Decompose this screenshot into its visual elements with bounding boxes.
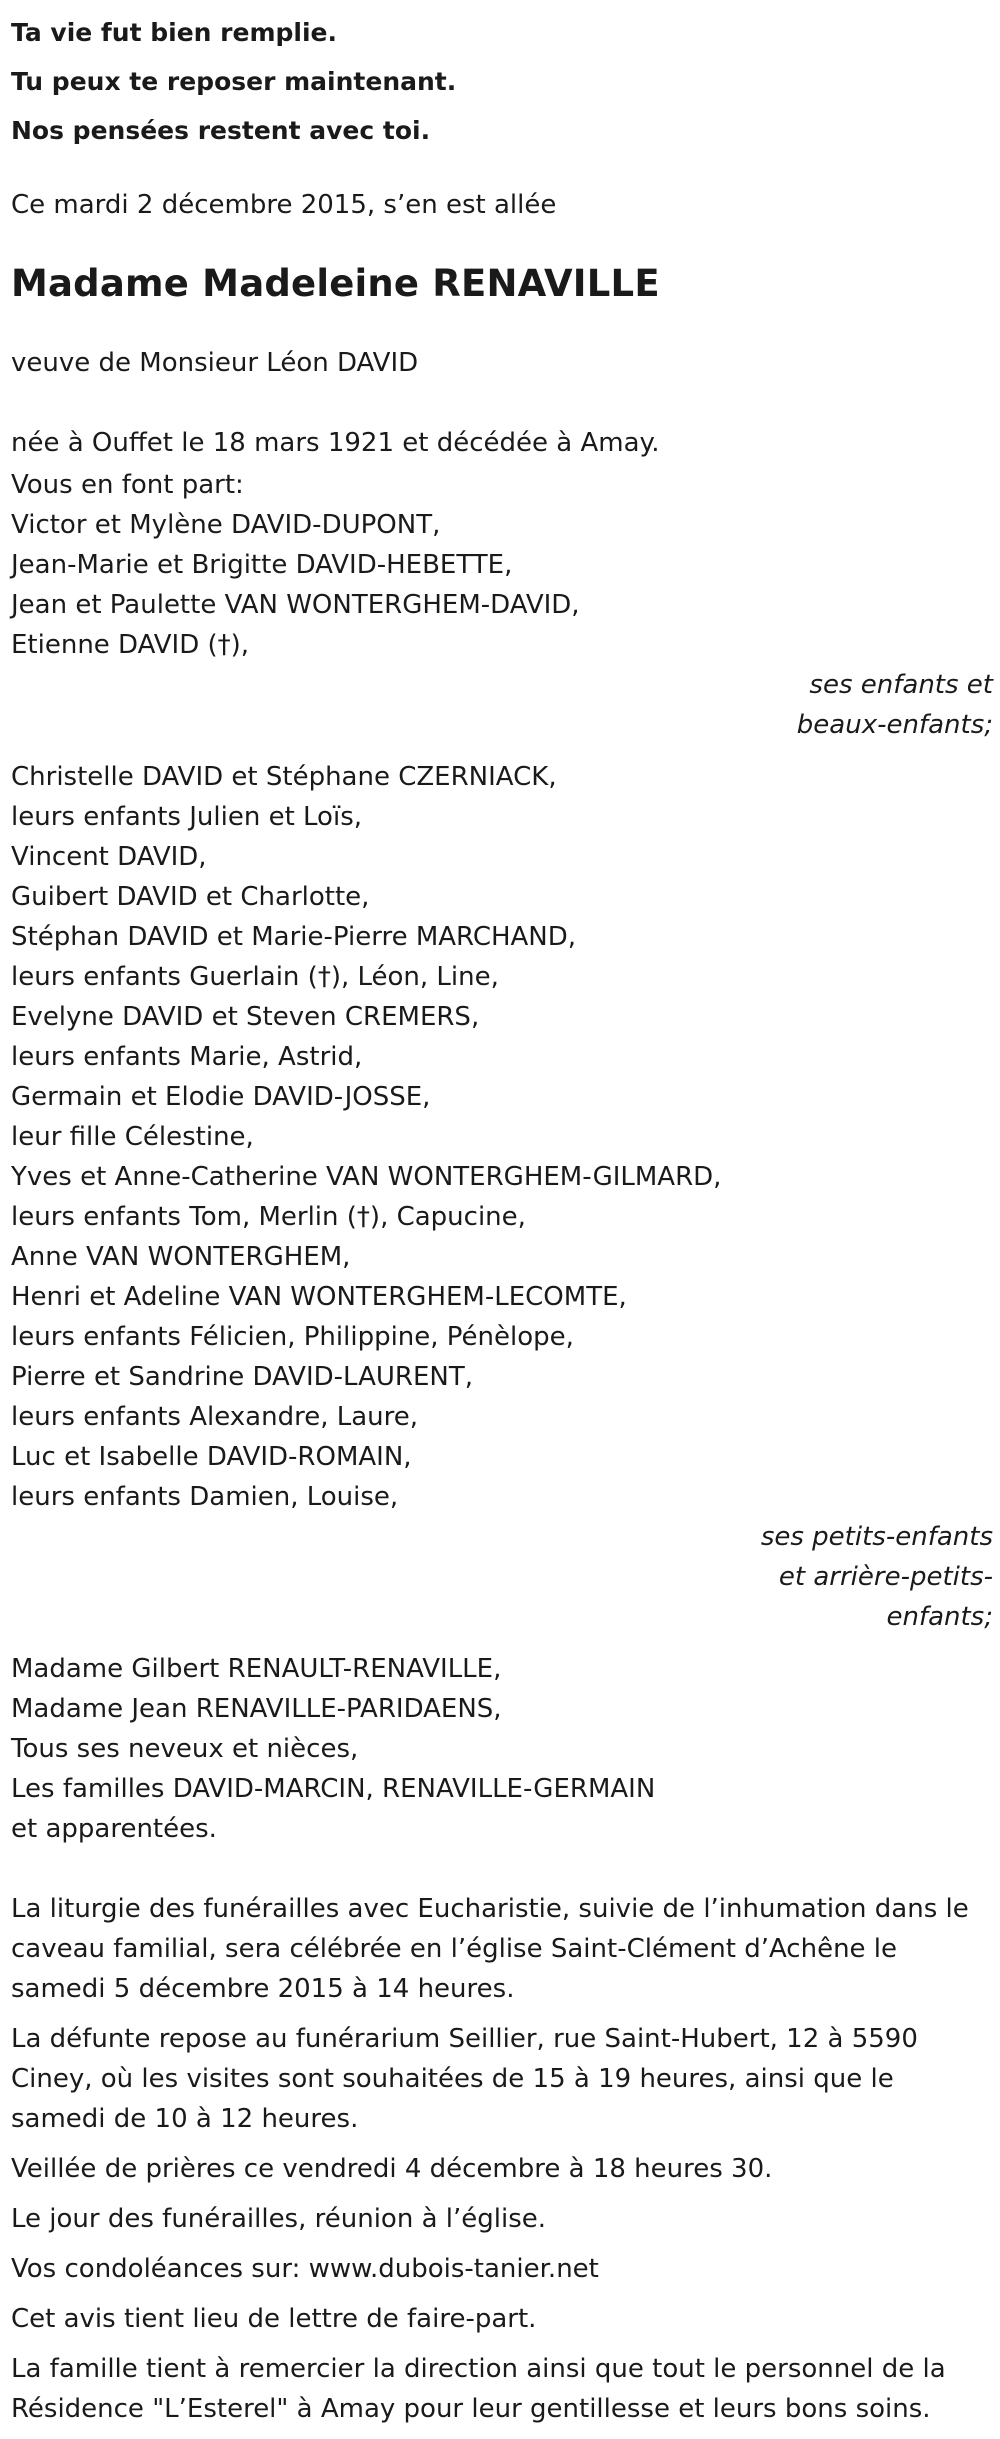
condolences-paragraph: Vos condoléances sur: www.dubois-tanier.net [11, 2254, 599, 2284]
list-item: leurs enfants Guerlain (†), Léon, Line, [11, 962, 499, 992]
birth-death-text: née à Ouffet le 18 mars 1921 et décédée à Amay. [11, 428, 660, 458]
children-list [11, 505, 996, 665]
intro-text: Ce mardi 2 décembre 2015, s’en est allée [11, 190, 557, 220]
announcers-title: Vous en font part: [11, 470, 244, 500]
notice-paragraph: Cet avis tient lieu de lettre de faire-part. [11, 2304, 537, 2334]
relation-line: ses enfants et [809, 670, 993, 700]
quote-line: Ta vie fut bien remplie. [11, 18, 338, 47]
relation-line: enfants; [886, 1602, 993, 1632]
relation-line: beaux-enfants; [796, 710, 993, 740]
list-item: Victor et Mylène DAVID-DUPONT, [11, 510, 441, 540]
list-item: leur fille Célestine, [11, 1122, 254, 1152]
grandchildren-relation [11, 1517, 993, 1637]
funeral-details [11, 1889, 996, 2429]
list-item: leurs enfants Julien et Loïs, [11, 802, 362, 832]
list-item: Madame Jean RENAVILLE-PARIDAENS, [11, 1694, 502, 1724]
list-item: Evelyne DAVID et Steven CREMERS, [11, 1002, 480, 1032]
list-item: Luc et Isabelle DAVID-ROMAIN, [11, 1442, 412, 1472]
relation-line: et arrière-petits- [778, 1562, 993, 1592]
list-item: Guibert DAVID et Charlotte, [11, 882, 370, 912]
rest-location-paragraph: La défunte repose au funérarium Seillier, rue Saint-Hubert, 12 à 5590 Ciney, où les visites sont souhaitées de 15 à 19 heures, ainsi que le samedi de 10 à 12 heures. [11, 2024, 918, 2134]
list-item: leurs enfants Damien, Louise, [11, 1482, 399, 1512]
quote-line: Tu peux te reposer maintenant. [11, 67, 457, 96]
list-item: Yves et Anne-Catherine VAN WONTERGHEM-GILMARD, [11, 1162, 722, 1192]
list-item: Vincent DAVID, [11, 842, 207, 872]
list-item: Anne VAN WONTERGHEM, [11, 1242, 351, 1272]
quote-line: Nos pensées restent avec toi. [11, 116, 431, 145]
list-item: Jean-Marie et Brigitte DAVID-HEBETTE, [11, 550, 513, 580]
list-item: leurs enfants Félicien, Philippine, Pénèlope, [11, 1322, 574, 1352]
widow-of-text: veuve de Monsieur Léon DAVID [11, 348, 419, 378]
list-item: et apparentées. [11, 1814, 217, 1844]
list-item: Madame Gilbert RENAULT-RENAVILLE, [11, 1654, 502, 1684]
list-item: Christelle DAVID et Stéphane CZERNIACK, [11, 762, 557, 792]
list-item: Etienne DAVID (†), [11, 630, 250, 660]
list-item: Henri et Adeline VAN WONTERGHEM-LECOMTE, [11, 1282, 627, 1312]
death-notice [11, 8, 996, 2439]
list-item: Germain et Elodie DAVID-JOSSE, [11, 1082, 431, 1112]
list-item: leurs enfants Marie, Astrid, [11, 1042, 363, 1072]
relation-line: ses petits-enfants [760, 1522, 993, 1552]
children-relation [11, 665, 993, 745]
vigil-paragraph: Veillée de prières ce vendredi 4 décembre à 18 heures 30. [11, 2154, 773, 2184]
grandchildren-list [11, 757, 996, 1517]
list-item: Les familles DAVID-MARCIN, RENAVILLE-GERMAIN [11, 1774, 656, 1804]
liturgy-paragraph: La liturgie des funérailles avec Eucharistie, suivie de l’inhumation dans le caveau familial, sera célébrée en l’église Saint-Clément d’Achêne le samedi 5 décembre 2015 à 14 heures. [11, 1894, 969, 2004]
list-item: leurs enfants Tom, Merlin (†), Capucine, [11, 1202, 526, 1232]
list-item: Tous ses neveux et nièces, [11, 1734, 359, 1764]
other-relatives-list [11, 1649, 996, 1849]
thanks-paragraph: La famille tient à remercier la direction ainsi que tout le personnel de la Résidence "L’Esterel" à Amay pour leur gentillesse et leurs bons soins. [11, 2354, 946, 2424]
list-item: Stéphan DAVID et Marie-Pierre MARCHAND, [11, 922, 577, 952]
list-item: Pierre et Sandrine DAVID-LAURENT, [11, 1362, 473, 1392]
list-item: leurs enfants Alexandre, Laure, [11, 1402, 419, 1432]
list-item: Jean et Paulette VAN WONTERGHEM-DAVID, [11, 590, 580, 620]
quote-block [11, 8, 996, 155]
deceased-name: Madame Madeleine RENAVILLE [11, 262, 660, 305]
meeting-paragraph: Le jour des funérailles, réunion à l’église. [11, 2204, 547, 2234]
